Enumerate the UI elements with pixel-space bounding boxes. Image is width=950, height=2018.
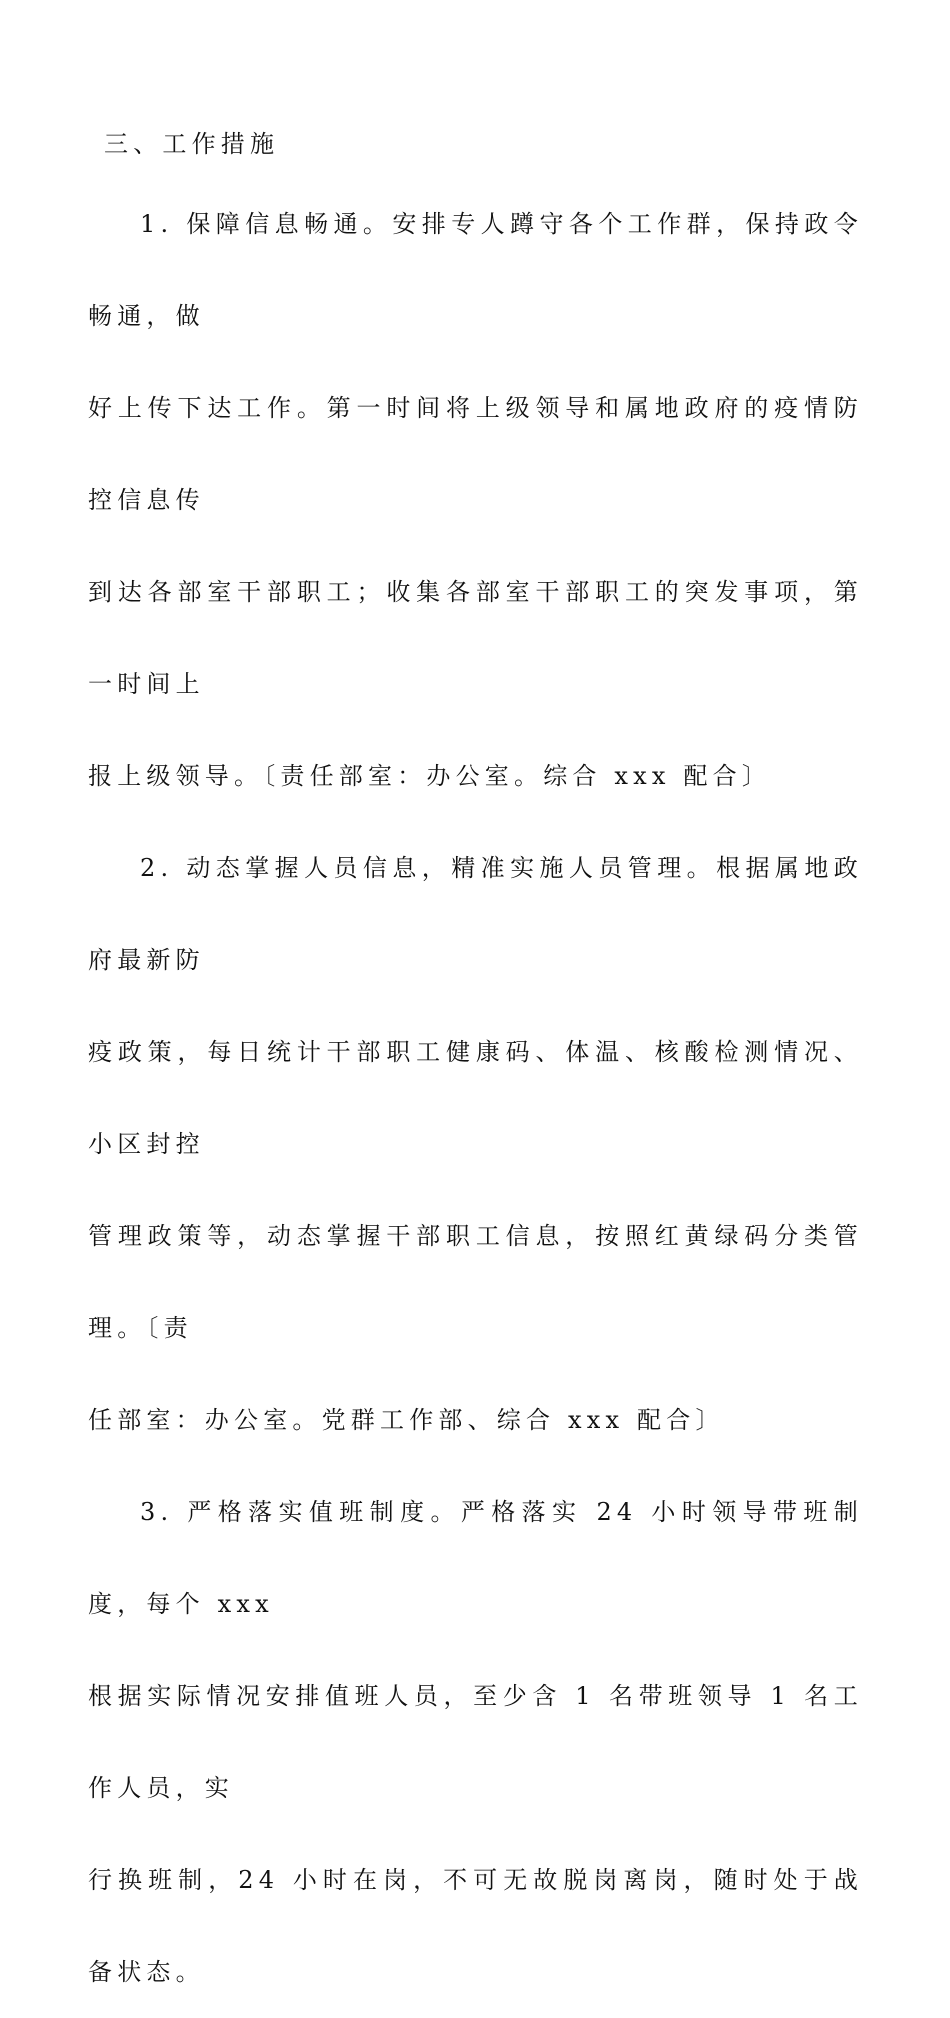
paragraph-line: 疫政策，每日统计干部职工健康码、体温、核酸检测情况、小区封控 <box>88 1038 863 1158</box>
paragraph-line: 2. 动态掌握人员信息，精准实施人员管理。根据属地政府最新防 <box>88 854 863 974</box>
paragraph-1 <box>88 178 863 822</box>
paragraph-line: 到达各部室干部职工；收集各部室干部职工的突发事项，第一时间上 <box>88 578 863 698</box>
paragraph-line: 根据实际情况安排值班人员，至少含 1 名带班领导 1 名工作人员，实 <box>88 1682 863 1802</box>
paragraph-2 <box>88 822 863 1466</box>
paragraph-line: 3. 严格落实值班制度。严格落实 24 小时领导带班制度，每个 xxx <box>88 1498 863 1618</box>
paragraph-line: 任部室：办公室。党群工作部、综合 xxx 配合〕 <box>88 1406 725 1434</box>
paragraph-line: 管理政策等，动态掌握干部职工信息，按照红黄绿码分类管理。〔责 <box>88 1222 863 1342</box>
paragraph-line: 报上级领导。〔责任部室：办公室。综合 xxx 配合〕 <box>88 762 772 790</box>
section-heading: 三、工作措施 <box>104 130 280 158</box>
paragraph-line: 行换班制，24 小时在岗，不可无故脱岗离岗，随时处于战备状态。 <box>88 1866 863 1986</box>
document-body <box>88 118 863 2018</box>
paragraph-line: 好上传下达工作。第一时间将上级领导和属地政府的疫情防控信息传 <box>88 394 863 514</box>
paragraph-line: 1. 保障信息畅通。安排专人蹲守各个工作群，保持政令畅通，做 <box>88 210 863 330</box>
paragraph-3 <box>88 1466 863 2018</box>
